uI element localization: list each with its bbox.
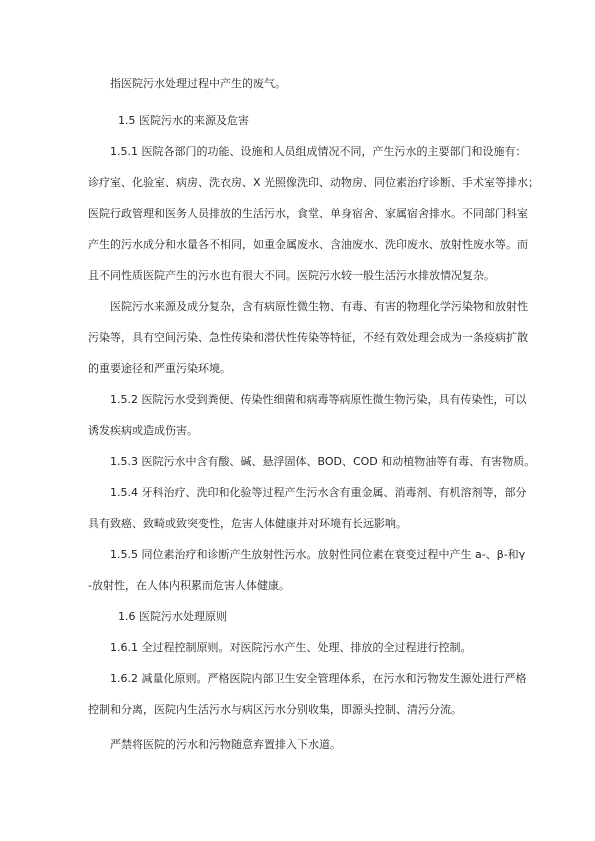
text-line: 且不同性质医院产生的污水也有很大不同。医院污水较一般生活污水排放情况复杂。	[88, 269, 495, 282]
text-line: -放射性，在人体内积累而危害人体健康。	[88, 579, 290, 592]
text-line: 诱发疾病或造成伤害。	[88, 424, 198, 437]
text-line: 1.6.2 减量化原则。严格医院内部卫生安全管理体系，在污水和污物发生源处进行严格	[110, 672, 527, 685]
text-line: 1.5.1 医院各部门的功能、设施和人员组成情况不同，产生污水的主要部门和设施有：	[110, 145, 527, 158]
section-heading: 1.5 医院污水的来源及危害	[118, 114, 249, 127]
text-line: 指医院污水处理过程中产生的废气。	[110, 77, 286, 90]
text-line: 控制和分离，医院内生活污水与病区污水分别收集，即源头控制、清污分流。	[88, 703, 462, 716]
text-line: 1.5.5 同位素治疗和诊断产生放射性污水。放射性同位素在衰变过程中产生 a-、β-和γ	[110, 548, 526, 561]
text-line: 严禁将医院的污水和污物随意弃置排入下水道。	[110, 738, 341, 751]
text-line: 1.6.1 全过程控制原则。对医院污水产生、处理、排放的全过程进行控制。	[110, 641, 472, 654]
text-line: 医院污水来源及成分复杂，含有病原性微生物、有毒、有害的物理化学污染物和放射性	[110, 300, 528, 313]
section-heading: 1.6 医院污水处理原则	[118, 610, 227, 623]
text-line: 产生的污水成分和水量各不相同，如重金属废水、含油废水、洗印废水、放射性废水等。而	[88, 238, 528, 251]
text-line: 1.5.2 医院污水受到粪便、传染性细菌和病毒等病原性微生物污染，具有传染性，可以	[110, 393, 527, 406]
text-line: 诊疗室、化验室、病房、洗衣房、X 光照像洗印、动物房、同位素治疗诊断、手术室等排水；	[88, 176, 540, 189]
text-line: 具有致癌、致畸或致突变性，危害人体健康并对环境有长远影响。	[88, 517, 407, 530]
text-line: 医院行政管理和医务人员排放的生活污水，食堂、单身宿舍、家属宿舍排水。不同部门科室	[88, 207, 528, 220]
text-line: 的重要途径和严重污染环境。	[88, 362, 231, 375]
text-line: 污染等，具有空间污染、急性传染和潜伏性传染等特征，不经有效处理会成为一条疫病扩散	[88, 331, 528, 344]
text-line: 1.5.4 牙科治疗、洗印和化验等过程产生污水含有重金属、消毒剂、有机溶剂等，部分	[110, 486, 527, 499]
text-line: 1.5.3 医院污水中含有酸、碱、悬浮固体、BOD、COD 和动植物油等有毒、有害物质。	[110, 455, 536, 468]
